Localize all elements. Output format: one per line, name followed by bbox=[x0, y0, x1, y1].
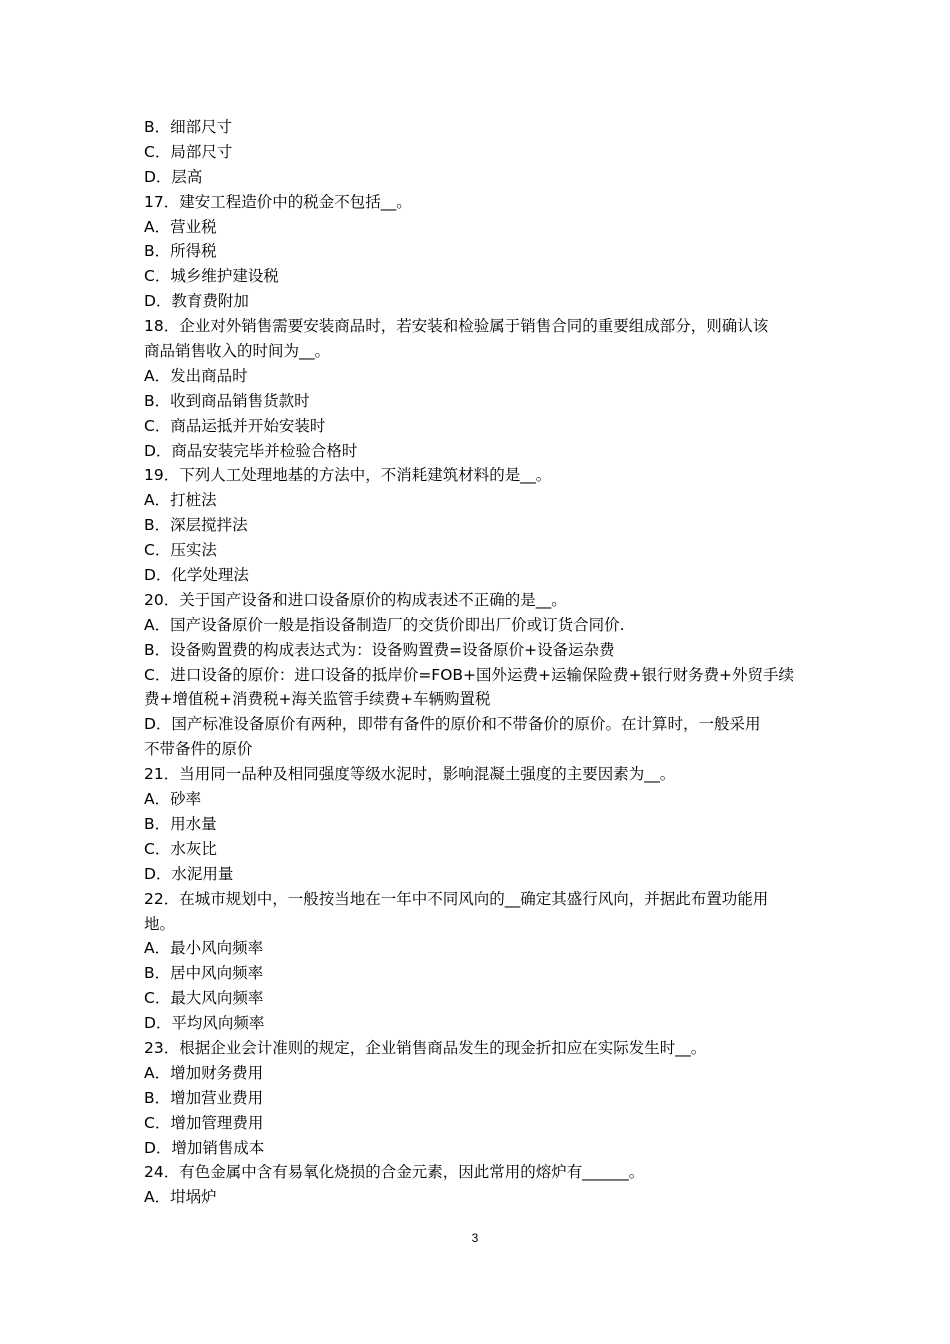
text-line: D．层高 bbox=[144, 167, 203, 186]
text-line: B．收到商品销售货款时 bbox=[144, 391, 310, 410]
text-line: C．城乡维护建设税 bbox=[144, 267, 279, 286]
text-line: 17．建安工程造价中的税金不包括__。 bbox=[144, 192, 412, 211]
text-line: D．水泥用量 bbox=[144, 864, 234, 883]
text-line: D．商品安装完毕并检验合格时 bbox=[144, 441, 358, 460]
text-line: 23．根据企业会计准则的规定，企业销售商品发生的现金折扣应在实际发生时__。 bbox=[144, 1038, 707, 1057]
text-line: 24．有色金属中含有易氧化烧损的合金元素，因此常用的熔炉有______。 bbox=[144, 1163, 645, 1182]
text-line: C．商品运抵并开始安装时 bbox=[144, 416, 326, 435]
text-line: C．局部尺寸 bbox=[144, 142, 233, 161]
text-line: A．最小风向频率 bbox=[144, 939, 264, 958]
text-line: B．所得税 bbox=[144, 242, 217, 261]
page-number: 3 bbox=[471, 1231, 479, 1245]
text-line: 费+增值税+消费税+海关监管手续费+车辆购置税 bbox=[144, 690, 491, 709]
text-line: D．国产标准设备原价有两种，即带有备件的原价和不带备价的原价。在计算时，一般采用 bbox=[144, 715, 761, 734]
text-line: 22．在城市规划中，一般按当地在一年中不同风向的__确定其盛行风向，并据此布置功能用 bbox=[144, 889, 769, 908]
text-line: D．增加销售成本 bbox=[144, 1138, 265, 1157]
text-line: C．增加管理费用 bbox=[144, 1113, 264, 1132]
text-line: C．水灰比 bbox=[144, 839, 217, 858]
text-line: B．深层搅拌法 bbox=[144, 516, 248, 535]
text-line: 20．关于国产设备和进口设备原价的构成表述不正确的是__。 bbox=[144, 590, 567, 609]
text-line: A．营业税 bbox=[144, 217, 217, 236]
text-line: A．国产设备原价一般是指设备制造厂的交货价即出厂价或订货合同价. bbox=[144, 615, 625, 634]
text-line: B．增加营业费用 bbox=[144, 1088, 264, 1107]
text-line: 19．下列人工处理地基的方法中，不消耗建筑材料的是__。 bbox=[144, 466, 552, 485]
text-line: D．平均风向频率 bbox=[144, 1014, 265, 1033]
text-line: 21．当用同一品种及相同强度等级水泥时，影响混凝土强度的主要因素为__。 bbox=[144, 765, 676, 784]
text-line: 不带备件的原价 bbox=[144, 740, 253, 759]
text-line: B．设备购置费的构成表达式为：设备购置费=设备原价+设备运杂费 bbox=[144, 640, 615, 659]
text-line: C．压实法 bbox=[144, 541, 217, 560]
text-line: 地。 bbox=[144, 914, 176, 933]
text-line: B．居中风向频率 bbox=[144, 964, 264, 983]
text-line: C．最大风向频率 bbox=[144, 989, 264, 1008]
text-line: C．进口设备的原价：进口设备的抵岸价=FOB+国外运费+运输保险费+银行财务费+外贸手续 bbox=[144, 665, 795, 684]
text-line: A．增加财务费用 bbox=[144, 1063, 264, 1082]
text-line: B．用水量 bbox=[144, 814, 217, 833]
text-line: A．发出商品时 bbox=[144, 366, 248, 385]
page-content bbox=[144, 115, 812, 1210]
text-line: D．教育费附加 bbox=[144, 292, 249, 311]
text-line: 商品销售收入的时间为__。 bbox=[144, 342, 331, 361]
text-line: 18．企业对外销售需要安装商品时，若安装和检验属于销售合同的重要组成部分，则确认该 bbox=[144, 317, 769, 336]
text-line: B．细部尺寸 bbox=[144, 118, 233, 136]
text-line: A．砂率 bbox=[144, 790, 202, 809]
text-line: D．化学处理法 bbox=[144, 566, 249, 585]
text-line: A．打桩法 bbox=[144, 491, 217, 510]
text-line: A．坩埚炉 bbox=[144, 1188, 217, 1207]
